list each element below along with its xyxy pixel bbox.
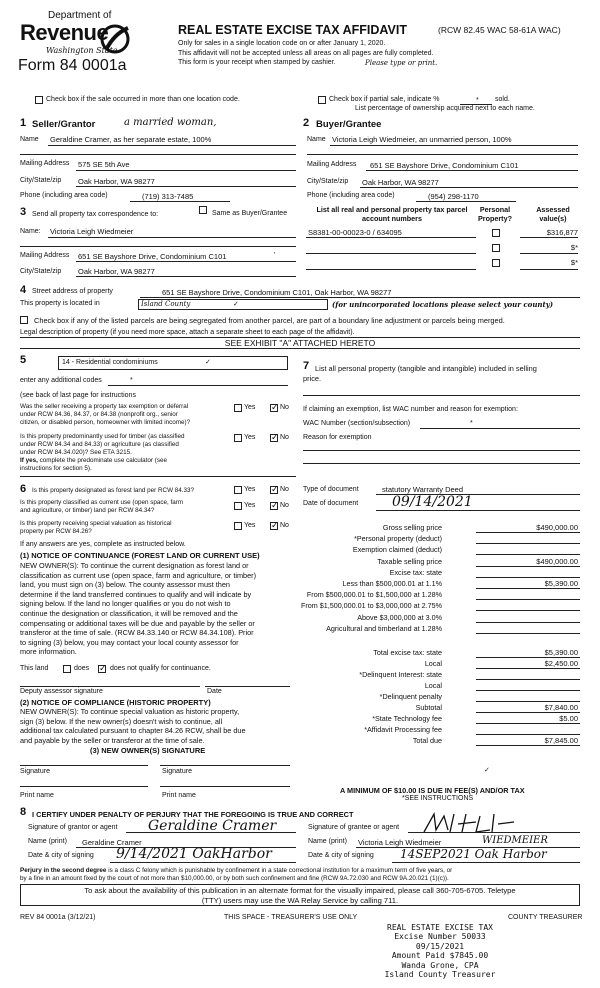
- tax-line-rule: [476, 712, 580, 713]
- land-does-not-checkbox[interactable]: [98, 665, 106, 673]
- tax-line-rule: [476, 532, 580, 533]
- section-3-number: 3: [20, 206, 27, 218]
- tax-line-rule: [476, 610, 580, 611]
- seller-mail[interactable]: 575 SE 5th Ave: [78, 160, 130, 169]
- tax-line-value[interactable]: $5,390.00: [544, 579, 578, 588]
- tax-line-rule: [476, 588, 580, 589]
- header-note-2: This affidavit will not be accepted unless all areas on all pages are fully completed.: [178, 50, 434, 57]
- s6-q1-no-label: No: [280, 486, 289, 493]
- located-label: This property is located in: [20, 300, 100, 307]
- buyer-phone-label: Phone (including area code): [307, 192, 395, 199]
- tax-line-label: Local: [424, 659, 442, 668]
- owner-print-1-label: Print name: [20, 792, 54, 799]
- legal-description[interactable]: SEE EXHIBIT "A" ATTACHED HERETO: [224, 338, 376, 348]
- q2-yes-checkbox[interactable]: [234, 434, 242, 442]
- minimum-note: A MINIMUM OF $10.00 IS DUE IN FEE(S) AND/OR TAX: [340, 786, 525, 795]
- total-due-mark: ✓: [484, 767, 490, 774]
- reason-label: Reason for exemption: [303, 434, 372, 441]
- seller-heading: Seller/Grantor: [32, 119, 96, 130]
- seller-mail-label: Mailing Address: [20, 160, 70, 167]
- buyer-city-label: City/State/zip: [307, 178, 349, 185]
- grantee-name[interactable]: Victoria Leigh Wiedmeier: [358, 838, 442, 847]
- notice-1-line: classification as current use (open space, farm and agriculture, or timber): [20, 570, 257, 580]
- ownership-note: List percentage of ownership acquired next to each name.: [355, 105, 535, 112]
- grantor-date[interactable]: 9/14/2021 OakHarbor: [116, 846, 272, 862]
- tax-line-label: *State Technology fee: [372, 714, 442, 723]
- see-instructions: *SEE INSTRUCTIONS: [402, 795, 474, 802]
- tax-line-rule: [476, 543, 580, 544]
- tax-line-rule: [476, 701, 580, 702]
- section-4-number: 4: [20, 284, 27, 296]
- additional-codes-label: enter any additional codes: [20, 377, 102, 384]
- notice-1-line: NEW OWNER(S): To continue the current designation as forest land or: [20, 561, 249, 570]
- tax-line-rule: [476, 599, 580, 600]
- assessed-value-header: Assessed value(s): [536, 205, 570, 223]
- grantor-name[interactable]: Geraldine Cramer: [82, 838, 142, 847]
- section-1-number: 1: [20, 117, 27, 129]
- q1-line2: under RCW 84.36, 84.37, or 84.38 (nonprofit org., senior: [20, 411, 178, 418]
- treasurer-stamp: [360, 923, 520, 979]
- availability-line-1: To ask about the availability of this publication in an alternate format for the visually impaired, please call 360-705-6705. Teletype: [84, 886, 516, 895]
- section-5-number: 5: [20, 354, 27, 366]
- tax-line-rule: [476, 690, 580, 691]
- partial-sale-checkbox[interactable]: [318, 96, 326, 104]
- buyer-city[interactable]: Oak Harbor, WA 98277: [362, 178, 439, 187]
- q2-line2: under RCW 84.34 and 84.33) or agriculture (as classified: [20, 441, 179, 448]
- doc-date[interactable]: 09/14/2021: [392, 494, 473, 510]
- tax-line-label: Taxable selling price: [377, 556, 442, 566]
- tax-line-value[interactable]: $7,845.00: [544, 736, 578, 745]
- parcel-2-personal-checkbox[interactable]: [492, 244, 500, 252]
- use-code-mark: ✓: [205, 359, 211, 366]
- q1-line1: Was the seller receiving a property tax exemption or deferral: [20, 403, 189, 410]
- s6-q1: Is this property designated as forest land per RCW 84.33?: [32, 487, 195, 494]
- stamp-line: REAL ESTATE EXCISE TAX: [387, 923, 493, 932]
- doc-type-label: Type of document: [303, 486, 359, 493]
- tax-line-value[interactable]: $490,000.00: [536, 523, 578, 532]
- q2-no-checkbox[interactable]: [270, 434, 278, 442]
- parcel-col-header: List all real and personal property tax parcel account numbers: [316, 205, 468, 223]
- perjury-line-2: by a fine in an amount fixed by the court of not more than $10,000.00, or by both such confinement and fine (RCW 9A.72.030 and RCW 9A.20.021 (1)(c)).: [20, 875, 449, 882]
- wac-intro: If claiming an exemption, list WAC number and reason for exemption:: [303, 406, 518, 413]
- owner-sig-2-label: Signature: [162, 768, 192, 775]
- grantee-date[interactable]: 14SEP2021 Oak Harbor: [400, 847, 547, 861]
- grantor-name-label: Name (print): [28, 838, 67, 845]
- section-7-heading: List all personal property (tangible and intangible) included in selling: [315, 364, 537, 373]
- tax-line-label: *Affidavit Processing fee: [364, 725, 442, 734]
- buyer-phone[interactable]: (954) 298-1170: [428, 192, 479, 201]
- grantee-name-label: Name (print): [308, 838, 347, 845]
- correspondence-heading: Send all property tax correspondence to:: [32, 211, 159, 218]
- notice-1-line: determine if the land transferred continues to qualify and will indicate by: [20, 589, 252, 599]
- q2-no-label: No: [280, 434, 289, 441]
- tax-line-label: Gross selling price: [382, 523, 442, 532]
- stamp-line: Wanda Grone, CPA: [401, 960, 479, 970]
- tax-line-rule: [476, 723, 580, 724]
- personal-property-header: Personal Property?: [478, 205, 512, 223]
- legal-label: Legal description of property (if you need more space, attach a separate sheet to each page of the affidavit).: [20, 329, 355, 336]
- tax-line-label: Agricultural and timberland at 1.28%: [326, 623, 442, 633]
- tax-line-rule: [476, 566, 580, 567]
- section-7-number: 7: [303, 360, 310, 372]
- doc-date-label: Date of document: [303, 500, 359, 507]
- parcel-2-value[interactable]: $*: [570, 243, 578, 252]
- treasurer-space: THIS SPACE - TREASURER'S USE ONLY: [224, 914, 358, 921]
- tax-line-label: Excise tax: state: [389, 567, 442, 577]
- s6-q2-yes-checkbox[interactable]: [234, 502, 242, 510]
- notice-2-title: (2) NOTICE OF COMPLIANCE (HISTORIC PROPERTY): [20, 698, 211, 707]
- partial-sale-label: Check box if partial sale, indicate %: [329, 96, 440, 103]
- notice-2-line: NEW OWNER(S): To continue special valuation as historic property,: [20, 707, 240, 716]
- q2-ifyes-2: instructions for section 5).: [20, 465, 92, 472]
- county-note: (for unincorporated locations please select your county): [332, 300, 554, 309]
- see-back-note: (see back of last page for instructions: [20, 392, 136, 399]
- corr-mail-label: Mailing Address: [20, 252, 70, 259]
- land-does-not-label: does not qualify for continuance.: [110, 665, 211, 672]
- parcel-1-personal-checkbox[interactable]: [492, 229, 500, 237]
- tax-line-rule: [476, 622, 580, 623]
- perjury-line-1: Perjury in the second degree is a class C felony which is punishable by confinement in a state correctional institution for a maximum term of five years, or: [20, 867, 453, 874]
- tax-line-label: *Personal property (deduct): [354, 534, 442, 544]
- same-as-buyer-checkbox[interactable]: [199, 206, 207, 214]
- land-does-checkbox[interactable]: [63, 665, 71, 673]
- notice-2-line: sign (3) below. If the new owner(s) doesn't wish to continue, all: [20, 716, 223, 726]
- grantor-signature[interactable]: Geraldine Cramer: [148, 818, 277, 834]
- q2-line1: Is this property predominantly used for timber (as classified: [20, 433, 185, 440]
- land-label: This land: [20, 665, 49, 672]
- corr-city[interactable]: Oak Harbor, WA 98277: [78, 267, 155, 276]
- land-does-label: does: [74, 665, 90, 672]
- corr-mail-mark: ': [274, 252, 276, 259]
- notice-2-body: [20, 707, 246, 745]
- s6-q3-line1: Is this property receiving special valuation as historical: [20, 520, 172, 527]
- notice-1-line: more information.: [20, 647, 77, 657]
- notice-1-title: (1) NOTICE OF CONTINUANCE (FOREST LAND OR CURRENT USE): [20, 551, 260, 560]
- street-address[interactable]: 651 SE Bayshore Drive, Condominium C101, Oak Harbor, WA 98277: [162, 288, 392, 297]
- q1-yes-checkbox[interactable]: [234, 404, 242, 412]
- grantee-sig-label: Signature of grantee or agent: [308, 824, 400, 831]
- s6-q3-no-label: No: [280, 522, 289, 529]
- seller-city-label: City/State/zip: [20, 177, 62, 184]
- s6-q1-yes-label: Yes: [244, 486, 256, 493]
- availability-line-2: (TTY) users may use the WA Relay Service by calling 711.: [201, 896, 399, 905]
- section-7-heading-2: price.: [303, 374, 322, 383]
- deputy-label: Deputy assessor signature: [20, 688, 103, 695]
- grantor-date-label: Date & city of signing: [28, 852, 94, 859]
- s6-q3-yes-checkbox[interactable]: [234, 522, 242, 530]
- multi-location-checkbox[interactable]: [35, 96, 43, 104]
- buyer-name-label: Name: [307, 136, 326, 143]
- header-note-3: This form is your receipt when stamped by cashier.: [178, 59, 336, 66]
- tax-line-label: Exemption claimed (deduct): [352, 545, 442, 555]
- tax-line-rule: [476, 679, 580, 680]
- seller-name-label: Name: [20, 136, 39, 143]
- q2-ifyes: If yes, complete the predominate use calculator (see: [20, 457, 168, 464]
- notice-1-line: transferor at the time of sale. (RCW 84.33.140 or RCW 84.34.108). Prior: [20, 628, 254, 638]
- tax-line-label: Above $3,000,000 at 3.0%: [357, 612, 442, 622]
- tax-line-label: Local: [424, 681, 442, 690]
- certify-heading: I CERTIFY UNDER PENALTY OF PERJURY THAT THE FOREGOING IS TRUE AND CORRECT: [32, 810, 354, 819]
- parcel-3-value[interactable]: $*: [570, 258, 578, 267]
- tax-line-rule: [476, 734, 580, 735]
- q1-yes-label: Yes: [244, 404, 256, 411]
- s6-q2-no-label: No: [280, 502, 289, 509]
- q1-no-checkbox[interactable]: [270, 404, 278, 412]
- segregated-checkbox[interactable]: [20, 316, 28, 324]
- s6-any-yes: If any answers are yes, complete as instructed below.: [20, 541, 186, 548]
- section-2-number: 2: [303, 117, 310, 129]
- partial-sale-value[interactable]: *: [476, 97, 479, 104]
- buyer-mail-label: Mailing Address: [307, 161, 357, 168]
- owner-sig-1-label: Signature: [20, 768, 50, 775]
- tax-line-rule: [476, 745, 580, 746]
- q1-no-label: No: [280, 404, 289, 411]
- seller-phone-label: Phone (including area code): [20, 192, 108, 199]
- stamp-line: 09/15/2021: [415, 941, 465, 951]
- s6-q2-line2: and agriculture, or timber) land per RCW 84.34?: [20, 507, 155, 514]
- form-title: REAL ESTATE EXCISE TAX AFFIDAVIT: [178, 23, 407, 37]
- s6-q3-line2: property per RCW 84.26?: [20, 528, 92, 535]
- q1-line3: citizen, or disabled person, homeowner with limited income)?: [20, 419, 191, 426]
- s6-q2-line1: Is this property classified as current use (open space, farm: [20, 499, 184, 506]
- corr-name[interactable]: Victoria Leigh Wiedmeier: [50, 227, 134, 236]
- segregated-label: Check box if any of the listed parcels are being segregated from another parcel, are part of a boundary line adjustment or parcels being merged.: [34, 316, 505, 325]
- county-treasurer: COUNTY TREASURER: [508, 914, 583, 921]
- tax-line-label: Subtotal: [415, 703, 442, 712]
- grantee-name-handwritten: WIEDMEIER: [482, 835, 548, 846]
- tax-line-value[interactable]: $5.00: [559, 714, 578, 723]
- s6-q1-yes-checkbox[interactable]: [234, 486, 242, 494]
- tax-line-rule: [476, 577, 580, 578]
- notice-2-line: additional tax calculated pursuant to chapter 84.26 RCW, shall be due: [20, 726, 246, 736]
- parcel-1-number[interactable]: S8381-00-00023-0 / 634095: [308, 228, 402, 237]
- q2-yes-label: Yes: [244, 434, 256, 441]
- tax-line-value[interactable]: $2,450.00: [544, 659, 578, 668]
- doc-type[interactable]: statutory Warranty Deed: [382, 485, 464, 494]
- county-value: Island County: [141, 300, 191, 308]
- deputy-date-label: Date: [207, 688, 222, 695]
- same-as-buyer-label: Same as Buyer/Grantee: [212, 210, 288, 217]
- stamp-line: Excise Number 50033: [394, 932, 486, 942]
- partial-sale-end: sold.: [495, 96, 510, 103]
- notice-2-line: and payable by the seller or transferor at the time of sale.: [20, 735, 205, 745]
- corr-name-label: Name:: [20, 228, 41, 235]
- county-mark: ✓: [233, 301, 239, 308]
- tax-line-label: Total excise tax: state: [373, 648, 442, 657]
- tax-line-rule: [476, 554, 580, 555]
- header-note-3b: Please type or print.: [365, 59, 438, 67]
- tax-line-label: *Delinquent penalty: [379, 692, 442, 701]
- corr-city-label: City/State/zip: [20, 268, 62, 275]
- s6-q1-no-checkbox[interactable]: [270, 486, 278, 494]
- s6-q3-yes-label: Yes: [244, 522, 256, 529]
- use-code-value: 14 - Residential condominiums: [62, 359, 158, 366]
- notice-1-line: land, you must sign on (3) below. The county assessor must then: [20, 580, 230, 590]
- parcel-3-personal-checkbox[interactable]: [492, 259, 500, 267]
- wac-label: WAC Number (section/subsection): [303, 420, 411, 427]
- street-heading: Street address of property: [32, 288, 113, 295]
- q2-line3: under RCW 84.34.020)? See ETA 3215.: [20, 449, 132, 456]
- stamp-line: Amount Paid $7845.00: [391, 951, 489, 961]
- dept-line1: Department of: [48, 10, 112, 21]
- stamp-line: Island County Treasurer: [384, 970, 496, 980]
- notice-1-line: signing below. If the land no longer qualifies or you do not wish to: [20, 599, 231, 609]
- parcel-1-value[interactable]: $316,877: [546, 228, 578, 237]
- tax-line-value[interactable]: $490,000.00: [536, 556, 578, 566]
- seller-handwritten-note: a married woman,: [124, 117, 217, 128]
- seller-name[interactable]: Geraldine Cramer, as her separate estate, 100%: [50, 135, 212, 144]
- wac-value[interactable]: *: [470, 420, 473, 427]
- form-number: Form 84 0001a: [18, 57, 127, 74]
- s6-q3-no-checkbox[interactable]: [270, 522, 278, 530]
- dept-line3: Washington State: [46, 46, 118, 55]
- tax-line-rule: [476, 668, 580, 669]
- tax-line-label: From $1,500,000.01 to $3,000,000 at 2.75%: [300, 601, 442, 611]
- tax-line-label: *Delinquent Interest: state: [359, 670, 442, 679]
- s6-q2-yes-label: Yes: [244, 502, 256, 509]
- tax-line-label: Less than $500,000.01 at 1.1%: [342, 579, 442, 588]
- seller-city[interactable]: Oak Harbor, WA 98277: [78, 177, 155, 186]
- rev-number: REV 84 0001a (3/12/21): [20, 914, 96, 921]
- form-title-ref: (RCW 82.45 WAC 58-61A WAC): [438, 25, 561, 35]
- header-note-1: Only for sales in a single location code on or after January 1, 2020.: [178, 40, 386, 47]
- buyer-heading: Buyer/Grantee: [316, 119, 382, 130]
- notice-3-title: (3) NEW OWNER(S) SIGNATURE: [90, 746, 206, 755]
- grantee-date-label: Date & city of signing: [308, 852, 374, 859]
- tax-line-rule: [476, 657, 580, 658]
- buyer-mail[interactable]: 651 SE Bayshore Drive, Condominium C101: [370, 161, 519, 170]
- tax-line-value[interactable]: $7,840.00: [544, 703, 578, 712]
- notice-1-body: [20, 561, 256, 657]
- section-8-number: 8: [20, 806, 27, 818]
- tax-line-value[interactable]: $5,390.00: [544, 648, 578, 657]
- notice-1-line: compensating or additional taxes will be due and payable by the seller or: [20, 618, 255, 628]
- section-6-number: 6: [20, 483, 27, 495]
- owner-print-2-label: Print name: [162, 792, 196, 799]
- corr-mail[interactable]: 651 SE Bayshore Drive, Condominium C101: [78, 252, 227, 261]
- grantor-sig-label: Signature of grantor or agent: [28, 824, 118, 831]
- dept-line2: Revenue: [20, 20, 109, 45]
- tax-line-rule: [476, 633, 580, 634]
- multi-location-label: Check box if the sale occurred in more than one location code.: [46, 96, 240, 103]
- buyer-name[interactable]: Victoria Leigh Wiedmeier, an unmarried person, 100%: [332, 135, 512, 144]
- additional-codes-value[interactable]: *: [130, 377, 133, 384]
- tax-line-label: Total due: [412, 736, 442, 745]
- seller-phone[interactable]: (719) 313-7485: [142, 192, 194, 201]
- s6-q2-no-checkbox[interactable]: [270, 502, 278, 510]
- notice-1-line: to signing (3) below, you may contact your local county assessor for: [20, 637, 239, 647]
- tax-line-label: From $500,000.01 to $1,500,000 at 1.28%: [306, 590, 442, 600]
- notice-1-line: continue the designation or classification, it will be removed and the: [20, 608, 238, 618]
